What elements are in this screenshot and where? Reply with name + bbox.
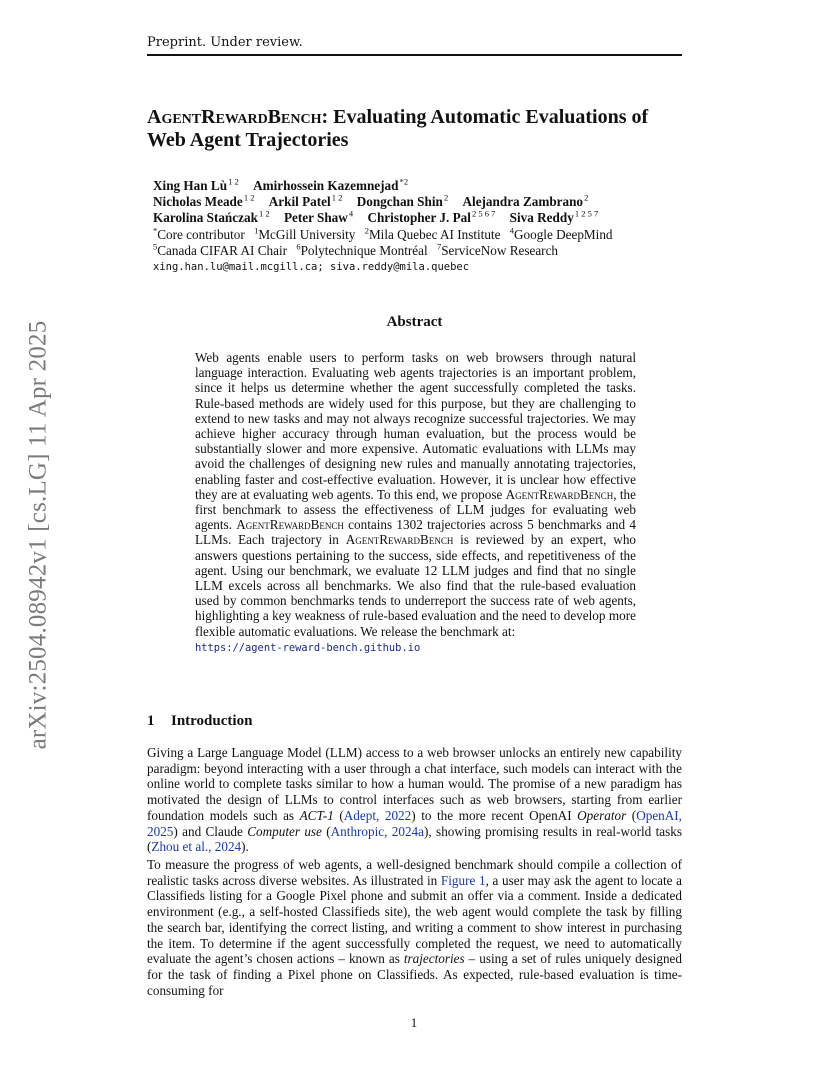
affil-mark: 4	[509, 225, 514, 236]
benchmark-name: AgentRewardBench	[505, 486, 614, 502]
author-affil: 1 2	[331, 192, 343, 203]
affil-text: Canada CIFAR AI Chair	[157, 242, 288, 258]
body-text: ) and Claude	[173, 823, 248, 839]
figure-reference-link[interactable]: Figure 1	[440, 872, 486, 888]
author-row-1	[153, 178, 693, 194]
body-text: – using a set of rules uniquely designed for the task of finding a Pixel phone on Classifieds. As expected, rule-based evaluation is time-consuming for	[147, 951, 683, 998]
benchmark-name: AgentRewardBench	[236, 517, 344, 533]
citation-link[interactable]: Anthropic, 2024a	[330, 823, 425, 839]
author-affil: 1 2	[243, 192, 255, 203]
author-name: Amirhossein Kazemnejad	[253, 178, 399, 193]
affil-text: Core contributor	[157, 226, 245, 242]
body-text: (	[321, 823, 331, 839]
emphasis-computer-use: Computer use	[247, 823, 322, 839]
body-text: ).	[241, 839, 249, 855]
author-name: Peter Shaw	[283, 210, 348, 226]
author-name: Alejandra Zambrano	[462, 194, 584, 210]
body-text: , a user may ask the agent to locate a Classifieds listing for a Google Pixel phone and submit an offer via a comment. Inside a dedicated environment (e.g., a self-hosted Classifieds site), the web agent would complete the task by filling the search bar, identifying the correct listing, and writing a comment to show interest in purchasing the item. To determine if the agent successfully completed the request, we need to automatically evaluate the agent’s chosen actions – known as	[147, 872, 682, 967]
affil-mark: *	[153, 225, 158, 236]
citation-link[interactable]: OpenAI, 2025	[147, 807, 682, 839]
affiliation-row-2	[153, 243, 693, 259]
section-number: 1	[147, 713, 155, 729]
paper-title	[147, 106, 692, 152]
affil-mark: 6	[296, 241, 301, 252]
citation-link[interactable]: Zhou et al., 2024	[151, 839, 242, 855]
affil-text: ServiceNow Research	[441, 242, 559, 258]
arxiv-stamp	[20, 300, 56, 770]
abstract-body	[195, 350, 636, 656]
affil-text: Polytechnique Montréal	[300, 242, 428, 258]
intro-paragraph-1	[147, 745, 682, 855]
abstract-text: , the first benchmark to assess the effectiveness of LLM judges for evaluating web agents.	[195, 486, 636, 533]
author-affil: 1 2 5 7	[574, 209, 599, 220]
body-text: ) to the more recent OpenAI	[411, 807, 578, 823]
title-line1-rest: : Evaluating Automatic Evaluations of	[321, 106, 649, 128]
author-name: Karolina Stańczak	[153, 210, 258, 226]
page-number: 1	[410, 1015, 418, 1030]
body-text: To measure the progress of web agents, a well-designed benchmark should compile a collection of realistic tasks across diverse websites. As illustrated in	[147, 857, 682, 888]
body-text: (	[626, 807, 637, 823]
affil-mark: 5	[153, 241, 158, 252]
author-affil: 2	[443, 192, 449, 203]
arxiv-stamp-text: arXiv:2504.08942v1 [cs.LG] 11 Apr 2025	[24, 320, 51, 750]
author-row-2	[153, 194, 693, 210]
running-header: Preprint. Under review.	[147, 35, 682, 56]
affil-text: Mila Quebec AI Institute	[368, 226, 501, 242]
author-name: Xing Han Lù	[153, 178, 228, 193]
author-name: Nicholas Meade	[153, 194, 243, 210]
author-affil: 2 5 6 7	[472, 209, 496, 220]
author-emails: xing.han.lu@mail.mcgill.ca; siva.reddy@mila.quebec	[153, 261, 470, 274]
author-name: Siva Reddy	[509, 210, 574, 226]
affil-mark: 2	[364, 225, 369, 236]
body-text: Giving a Large Language Model (LLM) access to a web browser unlocks an entirely new capability paradigm: beyond interacting with a user through a chat interface, such models can interact with the online world to complete tasks similar to how a human would. The promise of a new paradigm has motivated the design of LLMs to control interfaces such as web browsers, starting from earlier foundation models such as	[147, 745, 682, 823]
author-affil: 4	[348, 209, 354, 220]
abstract-text: contains 1302 trajectories across 5 benchmarks and 4 LLMs. Each trajectory in	[195, 517, 636, 548]
author-name: Christopher J. Pal	[367, 210, 471, 226]
author-block	[153, 178, 693, 275]
body-text: (	[333, 807, 344, 823]
abstract-text: Web agents enable users to perform tasks on web browsers through natural language interaction. Evaluating web agents trajectories is an important problem, since it helps us determine whether the agent successfully completed the tasks. Rule-based methods are widely used for this purpose, but they are challenging to extend to new tasks and may not always recognize successful trajectories. We may achieve higher accuracy through human evaluation, but the process would be substantially slower and more expensive. Automatic evaluations with LLMs may avoid the challenges of designing new rules and manually annotating trajectories, enabling faster and cost-effective evaluation. However, it is unclear how effective they are at evaluating web agents. To this end, we propose	[195, 350, 636, 502]
title-benchmark-name: AgentRewardBench	[147, 106, 322, 128]
benchmark-name: AgentRewardBench	[345, 532, 454, 548]
body-text: ), showing promising results in real-world tasks (	[147, 823, 682, 855]
author-affil: *2	[399, 176, 409, 187]
benchmark-url-link[interactable]: https://agent-reward-bench.github.io	[195, 641, 421, 654]
emphasis-operator: Operator	[577, 807, 627, 823]
abstract-heading: Abstract	[386, 314, 443, 330]
affil-text: McGill University	[258, 226, 356, 242]
affil-text: Google DeepMind	[513, 226, 613, 242]
author-affil: 1 2	[228, 176, 239, 187]
emphasis-act1: ACT-1	[299, 807, 334, 823]
title-line2: Web Agent Trajectories	[147, 129, 349, 151]
emphasis-trajectories: trajectories	[403, 951, 465, 967]
intro-paragraph-2	[147, 857, 682, 998]
author-affil: 2	[584, 192, 589, 203]
citation-link[interactable]: Adept, 2022	[343, 807, 412, 823]
author-affil: 1 2	[259, 209, 270, 220]
section-heading-introduction	[147, 713, 682, 730]
author-name: Arkil Patel	[268, 194, 331, 210]
author-name: Dongchan Shin	[356, 194, 443, 210]
affil-mark: 1	[254, 225, 259, 236]
author-row-3	[153, 210, 693, 226]
abstract-text: is reviewed by an expert, who answers questions pertaining to the success, side effects, and repetitiveness of the agent. Using our benchmark, we evaluate 12 LLM judges and find that no single LLM excels across all benchmarks. We also find that the rule-based evaluation used by common benchmarks tends to underreport the success rate of web agents, highlighting a key weakness of rule-based evaluation and the need to develop more flexible automatic evaluations. We release the benchmark at:	[195, 532, 637, 639]
section-title: Introduction	[171, 713, 253, 729]
affiliation-row-1	[153, 227, 693, 243]
affil-mark: 7	[436, 241, 442, 252]
